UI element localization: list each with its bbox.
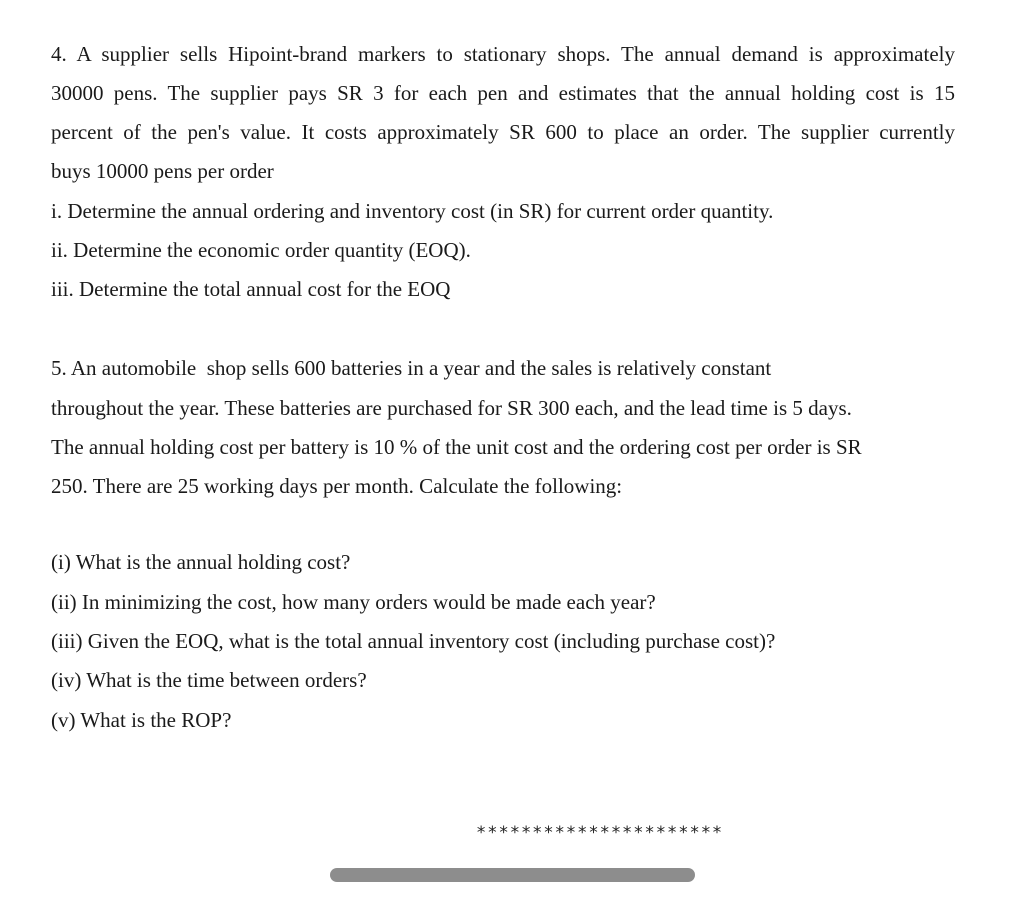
q4-part-i: i. Determine the annual ordering and inventory cost (in SR) for current order quantity. bbox=[51, 199, 774, 223]
q5-part-i: (i) What is the annual holding cost? bbox=[51, 550, 351, 574]
q4-line-3: percent of the pen's value. It costs approximately SR 600 to place an order. The supplier currently bbox=[51, 120, 955, 144]
q5-line-2: throughout the year. These batteries are purchased for SR 300 each, and the lead time is 5 days. bbox=[51, 396, 852, 420]
q4-line-4: buys 10000 pens per order bbox=[51, 159, 274, 183]
q4-line-1: 4. A supplier sells Hipoint-brand markers to stationary shops. The annual demand is approximately bbox=[51, 42, 955, 66]
q4-part-ii: ii. Determine the economic order quantity (EOQ). bbox=[51, 238, 471, 262]
asterisk-separator: ********************** bbox=[476, 823, 724, 843]
q5-line-3: The annual holding cost per battery is 10 % of the unit cost and the ordering cost per order is SR bbox=[51, 435, 862, 459]
q4-line-2: 30000 pens. The supplier pays SR 3 for each pen and estimates that the annual holding cost is 15 bbox=[51, 81, 955, 105]
q5-part-ii: (ii) In minimizing the cost, how many orders would be made each year? bbox=[51, 590, 656, 614]
q5-line-4: 250. There are 25 working days per month. Calculate the following: bbox=[51, 474, 623, 498]
q5-part-iv: (iv) What is the time between orders? bbox=[51, 668, 367, 692]
horizontal-scrollbar[interactable] bbox=[330, 868, 695, 882]
q5-part-iii: (iii) Given the EOQ, what is the total annual inventory cost (including purchase cost)? bbox=[51, 629, 776, 653]
q4-part-iii: iii. Determine the total annual cost for the EOQ bbox=[51, 277, 451, 301]
q5-line-1: 5. An automobile shop sells 600 batteries in a year and the sales is relatively constant bbox=[51, 356, 772, 380]
q5-part-v: (v) What is the ROP? bbox=[51, 708, 232, 732]
